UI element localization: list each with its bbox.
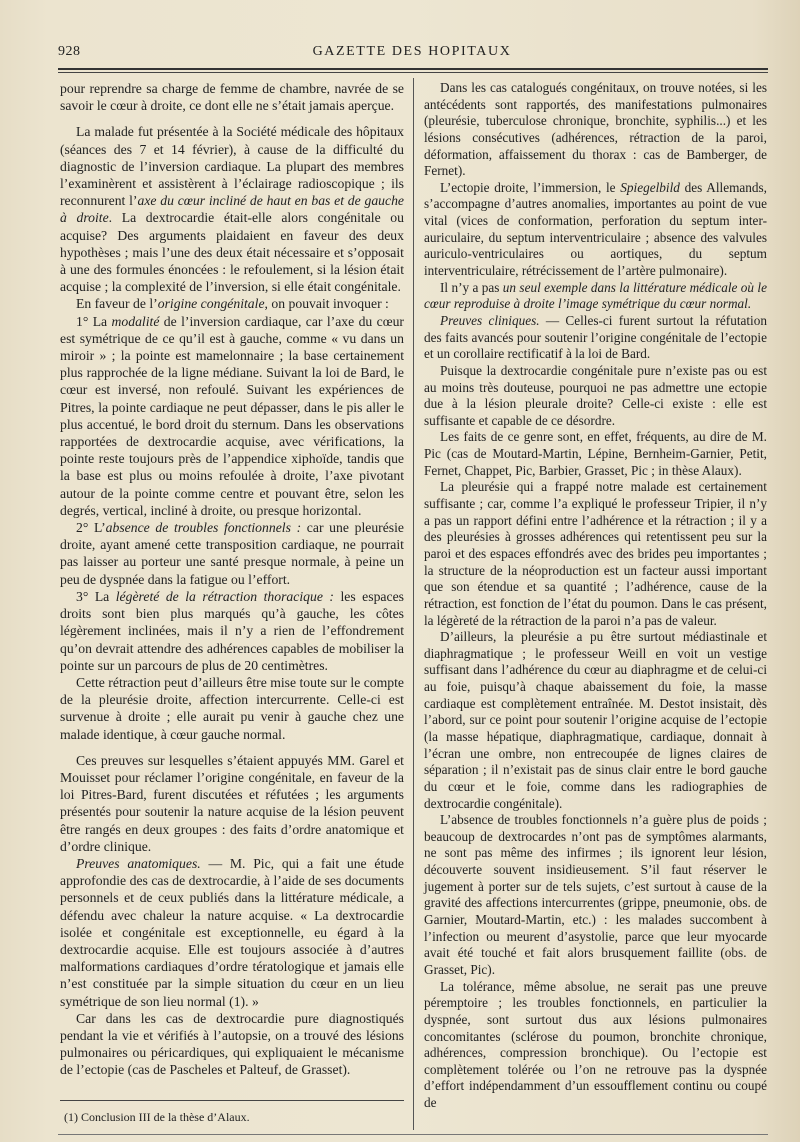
page-number: 928 <box>58 44 81 59</box>
header-rule-thin <box>58 72 768 73</box>
paragraph: 3° La légèreté de la rétraction thoracique : les espaces droits sont bien plus marqués qu’à gauche, les côtes légèrement inclinées, mais il n’y a rien de l’effondrement qu’on devrait attendre des adhérences capables de mobiliser la pointe sur un parcours de plus de 20 centimètres. <box>60 588 404 673</box>
paragraph: Les faits de ce genre sont, en effet, fréquents, au dire de M. Pic (cas de Moutard-Martin, Lépine, Bernheim-Garnier, Petit, Fernet, Chappet, Pic, Barbier, Grasset, Pic ; in thèse Alaux). <box>424 429 767 478</box>
paragraph: La malade fut présentée à la Société médicale des hôpitaux (séances des 7 et 14 février), à cause de la difficulté du diagnostic de l’inversion cardiaque. La plupart des membres l’examinèrent et assistèrent à l’éclairage radioscopique ; ils reconnurent l’axe du cœur incliné de haut en bas et de gauche à droite. La dextrocardie était-elle alors congénitale ou acquise? Des arguments plaidaient en faveur des deux hypothèses ; mais l’une des deux était nécessaire et s’opposait à une des formules énoncées : le refoulement, si la lésion était acquise ; la complexité de l’inversion, si elle était congénitale. <box>60 124 404 295</box>
header-rule <box>58 68 768 70</box>
column-divider <box>413 78 414 1130</box>
paragraph: pour reprendre sa charge de femme de chambre, navrée de se savoir le cœur à droite, ce dont elle ne s’était jamais aperçue. <box>60 81 404 114</box>
paragraph: Puisque la dextrocardie congénitale pure n’existe pas ou est au moins très douteuse, pourquoi ne pas admettre une ectopie due à la lésion pleurale droite? Celle-ci existe : elle est suffisante et capable de ce désordre. <box>424 362 767 428</box>
paragraph: Preuves anatomiques. — M. Pic, qui a fait une étude approfondie des cas de dextrocardie, à l’aide de ses documents personnels et de ceux publiés dans la littérature médicale, a défendu avec chaleur la nature acquise. « La dextrocardie isolée et congénitale est exceptionnelle, eu égard à la dextrocardie acquise. Elle est toujours associée à d’autres malformations cardiaques d’ordre tératologique et jamais elle n’est constituée par la simple situation du cœur en un lieu symétrique de son lieu normal (1). » <box>60 855 405 1009</box>
paragraph: Dans les cas catalogués congénitaux, on trouve notées, si les antécédents sont rapportés, des manifestations pulmonaires (pleurésie, tuberculose chronique, bronchite, syphilis...) et les lésions consécutives (adhérences, rétraction de la paroi, déformation, affaissement du thorax : cas de Bamberger, de Fernet). <box>424 80 767 179</box>
paragraph: Preuves cliniques. — Celles-ci furent surtout la réfutation des faits avancés pour soutenir l’origine congénitale de l’ectopie et un corollaire rectificatif à la loi de Bard. <box>424 312 767 362</box>
paragraph: L’absence de troubles fonctionnels n’a guère plus de poids ; beaucoup de dextrocardes n’ont pas de symptômes alarmants, ne sont pas même des infirmes ; ils ignorent leur lésion, découverte souvent insidieusement. S’il faut réserver le jugement à porter sur de tels sujets, c’est surtout à cause de la gravité des affections intercurrentes (grippe, pneumonie, obs. de Garnier, Moutard-Martin, etc.) : les malades succombent à l’infection ou meurent d’asystolie, parce que leur myocarde avait été touché et fait alors brusquement faillite (obs. de Grasset, Pic). <box>424 812 767 977</box>
journal-title: GAZETTE DES HOPITAUX <box>312 44 512 59</box>
paragraph: Cette rétraction peut d’ailleurs être mise toute sur le compte de la pleurésie droite, affection intercurrente. Celle-ci est survenue à droite ; elle aurait pu venir à gauche chez une malade identique, à cœur gauche normal. <box>60 674 404 742</box>
paragraph: Car dans les cas de dextrocardie pure diagnostiqués pendant la vie et vérifiés à l’autopsie, on a trouvé des lésions pulmonaires ou péricardiques, qui expliquaient le mécanisme de l’ectopie (cas de Pascheles et Palteuf, de Grasset). <box>60 1010 404 1078</box>
footnote: (1) Conclusion III de la thèse d’Alaux. <box>64 1110 250 1124</box>
page-header <box>58 42 766 64</box>
paragraph: La pleurésie qui a frappé notre malade est certainement suffisante ; car, comme l’a expliqué le professeur Tripier, il n’y a pas un rapport défini entre l’adhérence et la rétraction ; il y a des pleurésies à grosses adhérences qui retentissent peu sur la paroi et des espaces effondrés avec des brides peu importantes ; la structure de la néoproduction est un facteur aussi important que son étendue et sa quantité ; l’adhérence, cause de la rétraction, est fonction de l’état du poumon. Dans le cas présent, la légèreté de la rétraction de la paroi n’a pas de valeur. <box>424 479 767 628</box>
right-column <box>424 80 767 1112</box>
footnote-rule <box>60 1100 404 1101</box>
paragraph: 2° L’absence de troubles fonctionnels : car une pleurésie droite, ayant amené cette transposition cardiaque, ne pourrait pas laisser au porteur une santé presque normale, à peine un peu de dyspnée dans la fatigue ou l’effort. <box>60 520 405 587</box>
paragraph: Il n’y a pas un seul exemple dans la littérature médicale où le cœur reproduise à droite l’image symétrique du cœur normal. <box>424 279 767 312</box>
paragraph: 1° La modalité de l’inversion cardiaque, car l’axe du cœur est symétrique de ce qu’il est à gauche, comme « vu dans un miroir » ; la pointe est mamelonnaire ; la base certainement plus rapprochée de la ligne médiane. Suivant la loi de Bard, le cœur est inversé, non refoulé. Suivant les expériences de Pitres, la pointe cardiaque ne peut dépasser, dans le pis aller le plus accentué, le bord droit du sternum. Dans les observations rapportées de dextrocardie acquise, avec vérifications, la pointe reste toujours près de l’appendice xiphoïde, tandis que la base est plus ou moins refoulée à droite, l’axe pivotant autour de la pointe comme centre et pouvant être, selon les degrés, vertical, incliné à droite, ou presque horizontal. <box>60 313 404 518</box>
paragraph: D’ailleurs, la pleurésie a pu être surtout médiastinale et diaphragmatique ; le professeur Weill en voit un vestige suffisant dans l’adhérence du cœur au diaphragme et de celui-ci au foie, puisqu’à chaque abaissement du foie, la masse cardiaque est complètement entraînée. M. Destot insistait, dès l’abord, sur ce point pour soutenir l’origine acquise de l’ectopie (la masse hépatique, diaphragmatique, cardiaque, donnait à l’écran une ombre, non entrecoupée de lignes claires de séparation ; il n’existait pas de sinus clair entre le bord gauche du cœur et le foie, comme dans les radiographies de dextrocardie congénitale). <box>424 629 767 811</box>
paragraph: L’ectopie droite, l’immersion, le Spiegelbild des Allemands, s’accompagne d’autres anomalies, importantes au point de vue vital (vices de conformation, perforation du septum inter-auriculaire, du septum interventriculaire ; absence des valvules auriculo-ventriculaires ou aortiques, du septum interventriculaire, rétrécissement de l’artère pulmonaire). <box>424 179 767 279</box>
paragraph: En faveur de l’origine congénitale, on pouvait invoquer : <box>76 296 389 312</box>
bottom-rule <box>58 1134 768 1135</box>
paragraph: La tolérance, même absolue, ne serait pas une preuve péremptoire ; les troubles fonctionnels, en particulier la dyspnée, sont surtout dus aux lésions pulmonaires concomitantes (sclérose du poumon, bronchite chronique, adhérences, compression bronchique). Ou l’ectopie est complètement tolérée ou l’on ne retrouve pas la dyspnée d’effort indépendamment d’un essoufflement continu ou coupé de <box>424 978 767 1111</box>
left-column <box>60 80 404 1079</box>
paragraph: Ces preuves sur lesquelles s’étaient appuyés MM. Garel et Mouisset pour réclamer l’origine congénitale, en faveur de la loi Pitres-Bard, furent discutées et réfutées ; les arguments présentés pour soutenir la nature acquise de la lésion peuvent être rangés en deux groupes : des faits d’ordre anatomique et d’ordre clinique. <box>60 752 404 854</box>
